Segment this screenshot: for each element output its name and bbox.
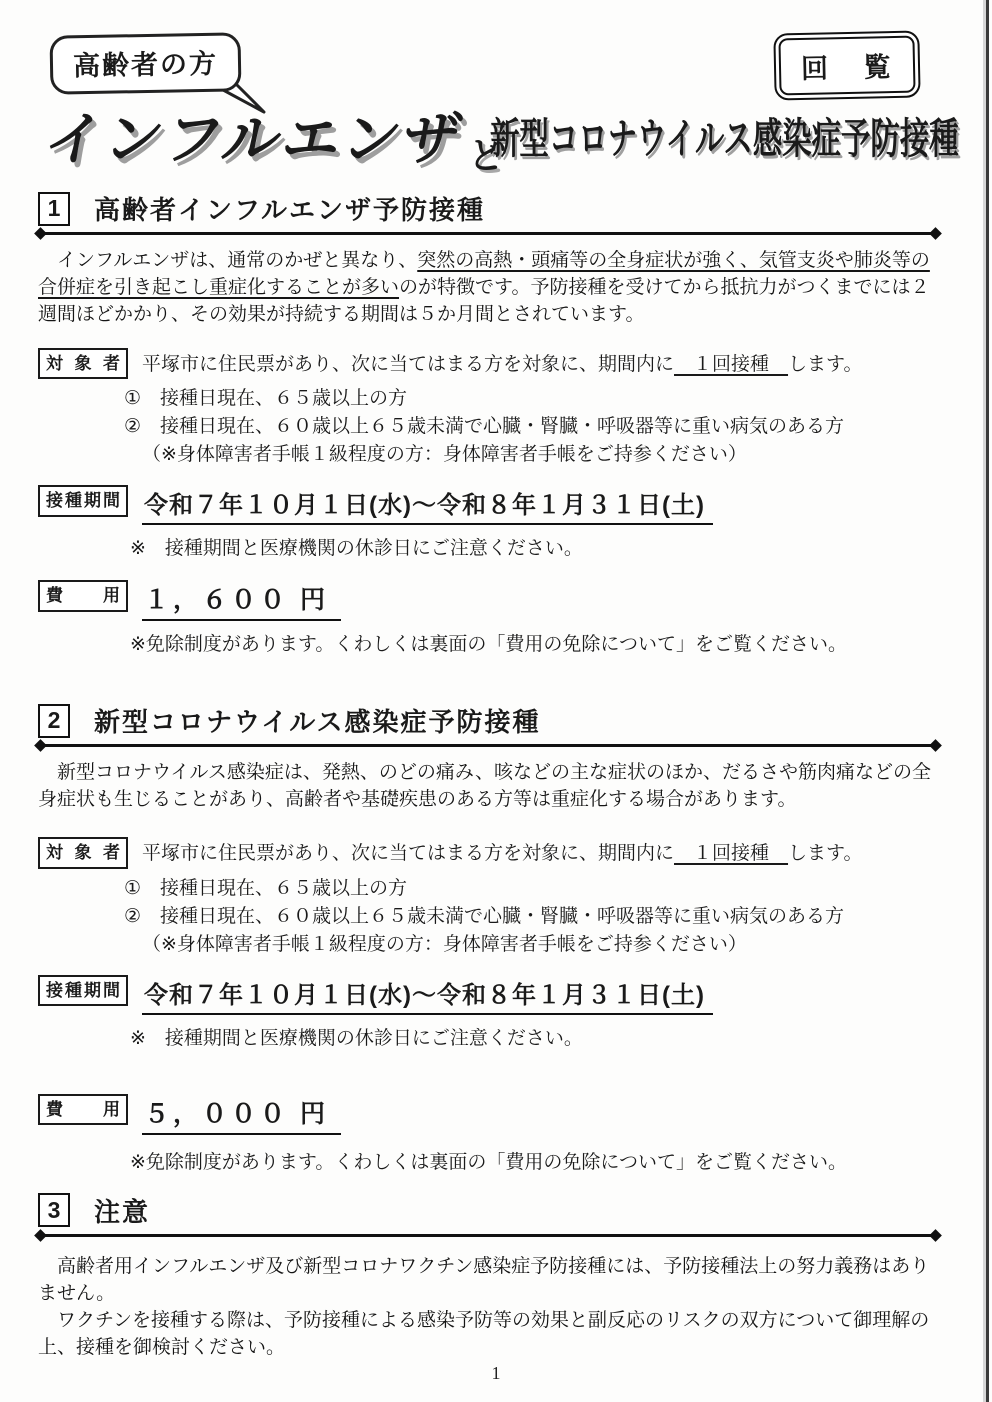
fee-value: ５，０００ 円 xyxy=(142,1094,341,1135)
section-2-title: 新型コロナウイルス感染症予防接種 xyxy=(94,707,541,738)
period-label-box: 接種期間 xyxy=(38,485,128,516)
section-2-rule xyxy=(38,744,938,747)
fee-row xyxy=(38,580,938,621)
list-item: ① 接種日現在、６５歳以上の方 xyxy=(124,877,408,899)
list-item-note: （※身体障害者手帳１級程度の方：身体障害者手帳をご持参ください） xyxy=(142,444,747,466)
section-3-rule xyxy=(38,1234,938,1237)
list-item: ② 接種日現在、６０歳以上６５歳未満で心臓・腎臓・呼吸器等に重い病気のある方 xyxy=(124,416,845,438)
period-row xyxy=(38,975,938,1015)
period-note: ※ 接種期間と医療機関の休診日にご注意ください。 xyxy=(130,538,583,560)
main-title-covid: 新型コロナウイルス感染症予防接種 xyxy=(490,115,959,162)
section-influenza xyxy=(38,190,938,656)
fee-label-box: 費 用 xyxy=(38,580,128,611)
target-label-box: 対 象 者 xyxy=(38,837,128,868)
target-text-pre: 平塚市に住民票があり、次に当てはまる方を対象に、期間内に xyxy=(142,843,675,865)
target-label-box: 対 象 者 xyxy=(38,348,128,379)
section-1-rule xyxy=(38,232,938,235)
section-covid xyxy=(38,702,938,1173)
target-underlined: １回接種 xyxy=(674,354,789,375)
list-item: ② 接種日現在、６０歳以上６５歳未満で心臓・腎臓・呼吸器等に重い病気のある方 xyxy=(124,905,845,927)
section-1-paragraph xyxy=(38,247,938,328)
list-item-note: （※身体障害者手帳１級程度の方：身体障害者手帳をご持参ください） xyxy=(142,933,747,955)
para-text: インフルエンザは、通常のかぜと異なり、 xyxy=(38,250,418,271)
caution-paragraph-1: 高齢者用インフルエンザ及び新型コロナワクチン感染症予防接種には、予防接種法上の努力義務はありません。 xyxy=(38,1255,930,1304)
target-underlined: １回接種 xyxy=(674,843,789,865)
period-row xyxy=(38,485,938,525)
circulation-stamp-label: 回 覧 xyxy=(801,51,906,84)
main-title-influenza: インフルエンザ xyxy=(39,107,469,172)
period-label-box: 接種期間 xyxy=(38,975,128,1006)
fee-label-box: 費 用 xyxy=(38,1094,128,1125)
target-text-pre: 平塚市に住民票があり、次に当てはまる方を対象に、期間内に xyxy=(142,354,675,375)
section-3-heading xyxy=(38,1192,938,1229)
page-content xyxy=(38,0,959,1361)
fee-note: ※免除制度があります。くわしくは裏面の「費用の免除について」をご覧ください。 xyxy=(130,634,848,656)
target-text-post: します。 xyxy=(788,354,863,375)
section-3-number-box: 3 xyxy=(38,1193,70,1227)
section-2-number-box: 2 xyxy=(38,704,70,738)
section-1-heading xyxy=(38,190,938,227)
target-row xyxy=(38,837,938,868)
section-1-number-box: 1 xyxy=(38,192,70,226)
period-value: 令和７年１０月１日(水)～令和８年１月３１日(土) xyxy=(142,975,713,1015)
period-note: ※ 接種期間と医療機関の休診日にご注意ください。 xyxy=(130,1027,583,1049)
caution-paragraph-2: ワクチンを接種する際は、予防接種による感染予防等の効果と副反応のリスクの双方について御理解の上、接種を御検討ください。 xyxy=(38,1309,930,1358)
section-caution xyxy=(38,1192,938,1361)
page-header xyxy=(38,0,959,190)
target-list xyxy=(124,875,938,959)
target-row xyxy=(38,348,938,379)
section-2-paragraph: 新型コロナウイルス感染症は、発熱、のどの痛み、咳などの主な症状のほか、だるさや筋肉痛などの全身症状も生じることがあり、高齢者や基礎疾患のある方等は重症化する場合があります。 xyxy=(38,762,932,811)
section-2-heading xyxy=(38,702,938,739)
page-number: 1 xyxy=(491,1363,501,1383)
fee-row xyxy=(38,1094,938,1135)
section-3-title: 注意 xyxy=(94,1196,151,1227)
target-text xyxy=(142,837,863,868)
speech-bubble xyxy=(49,32,241,94)
para-text: のが特徴です。予防接種を受けてから抵抗力がつくまでには２週間ほどかかり、その効果が持続する期間は５か月間とされています。 xyxy=(38,277,930,325)
fee-value: １，６００ 円 xyxy=(142,580,341,621)
scan-artifact-line xyxy=(986,0,989,1402)
target-text-post: します。 xyxy=(788,843,863,865)
section-1-title: 高齢者インフルエンザ予防接種 xyxy=(94,195,485,225)
list-item: ① 接種日現在、６５歳以上の方 xyxy=(124,388,408,410)
circulation-stamp xyxy=(774,30,921,100)
period-value: 令和７年１０月１日(水)～令和８年１月３１日(土) xyxy=(142,485,713,525)
fee-note: ※免除制度があります。くわしくは裏面の「費用の免除について」をご覧ください。 xyxy=(130,1151,848,1173)
target-list xyxy=(124,385,938,469)
target-text xyxy=(142,348,863,379)
main-title-connector: と xyxy=(468,135,505,176)
para-underlined-text: 突然の高熱・頭痛等の全身症状が強く、気管支炎や肺炎等の合併症を引き起こし重症化することが多い xyxy=(38,250,930,298)
speech-bubble-label: 高齢者の方 xyxy=(72,48,219,82)
